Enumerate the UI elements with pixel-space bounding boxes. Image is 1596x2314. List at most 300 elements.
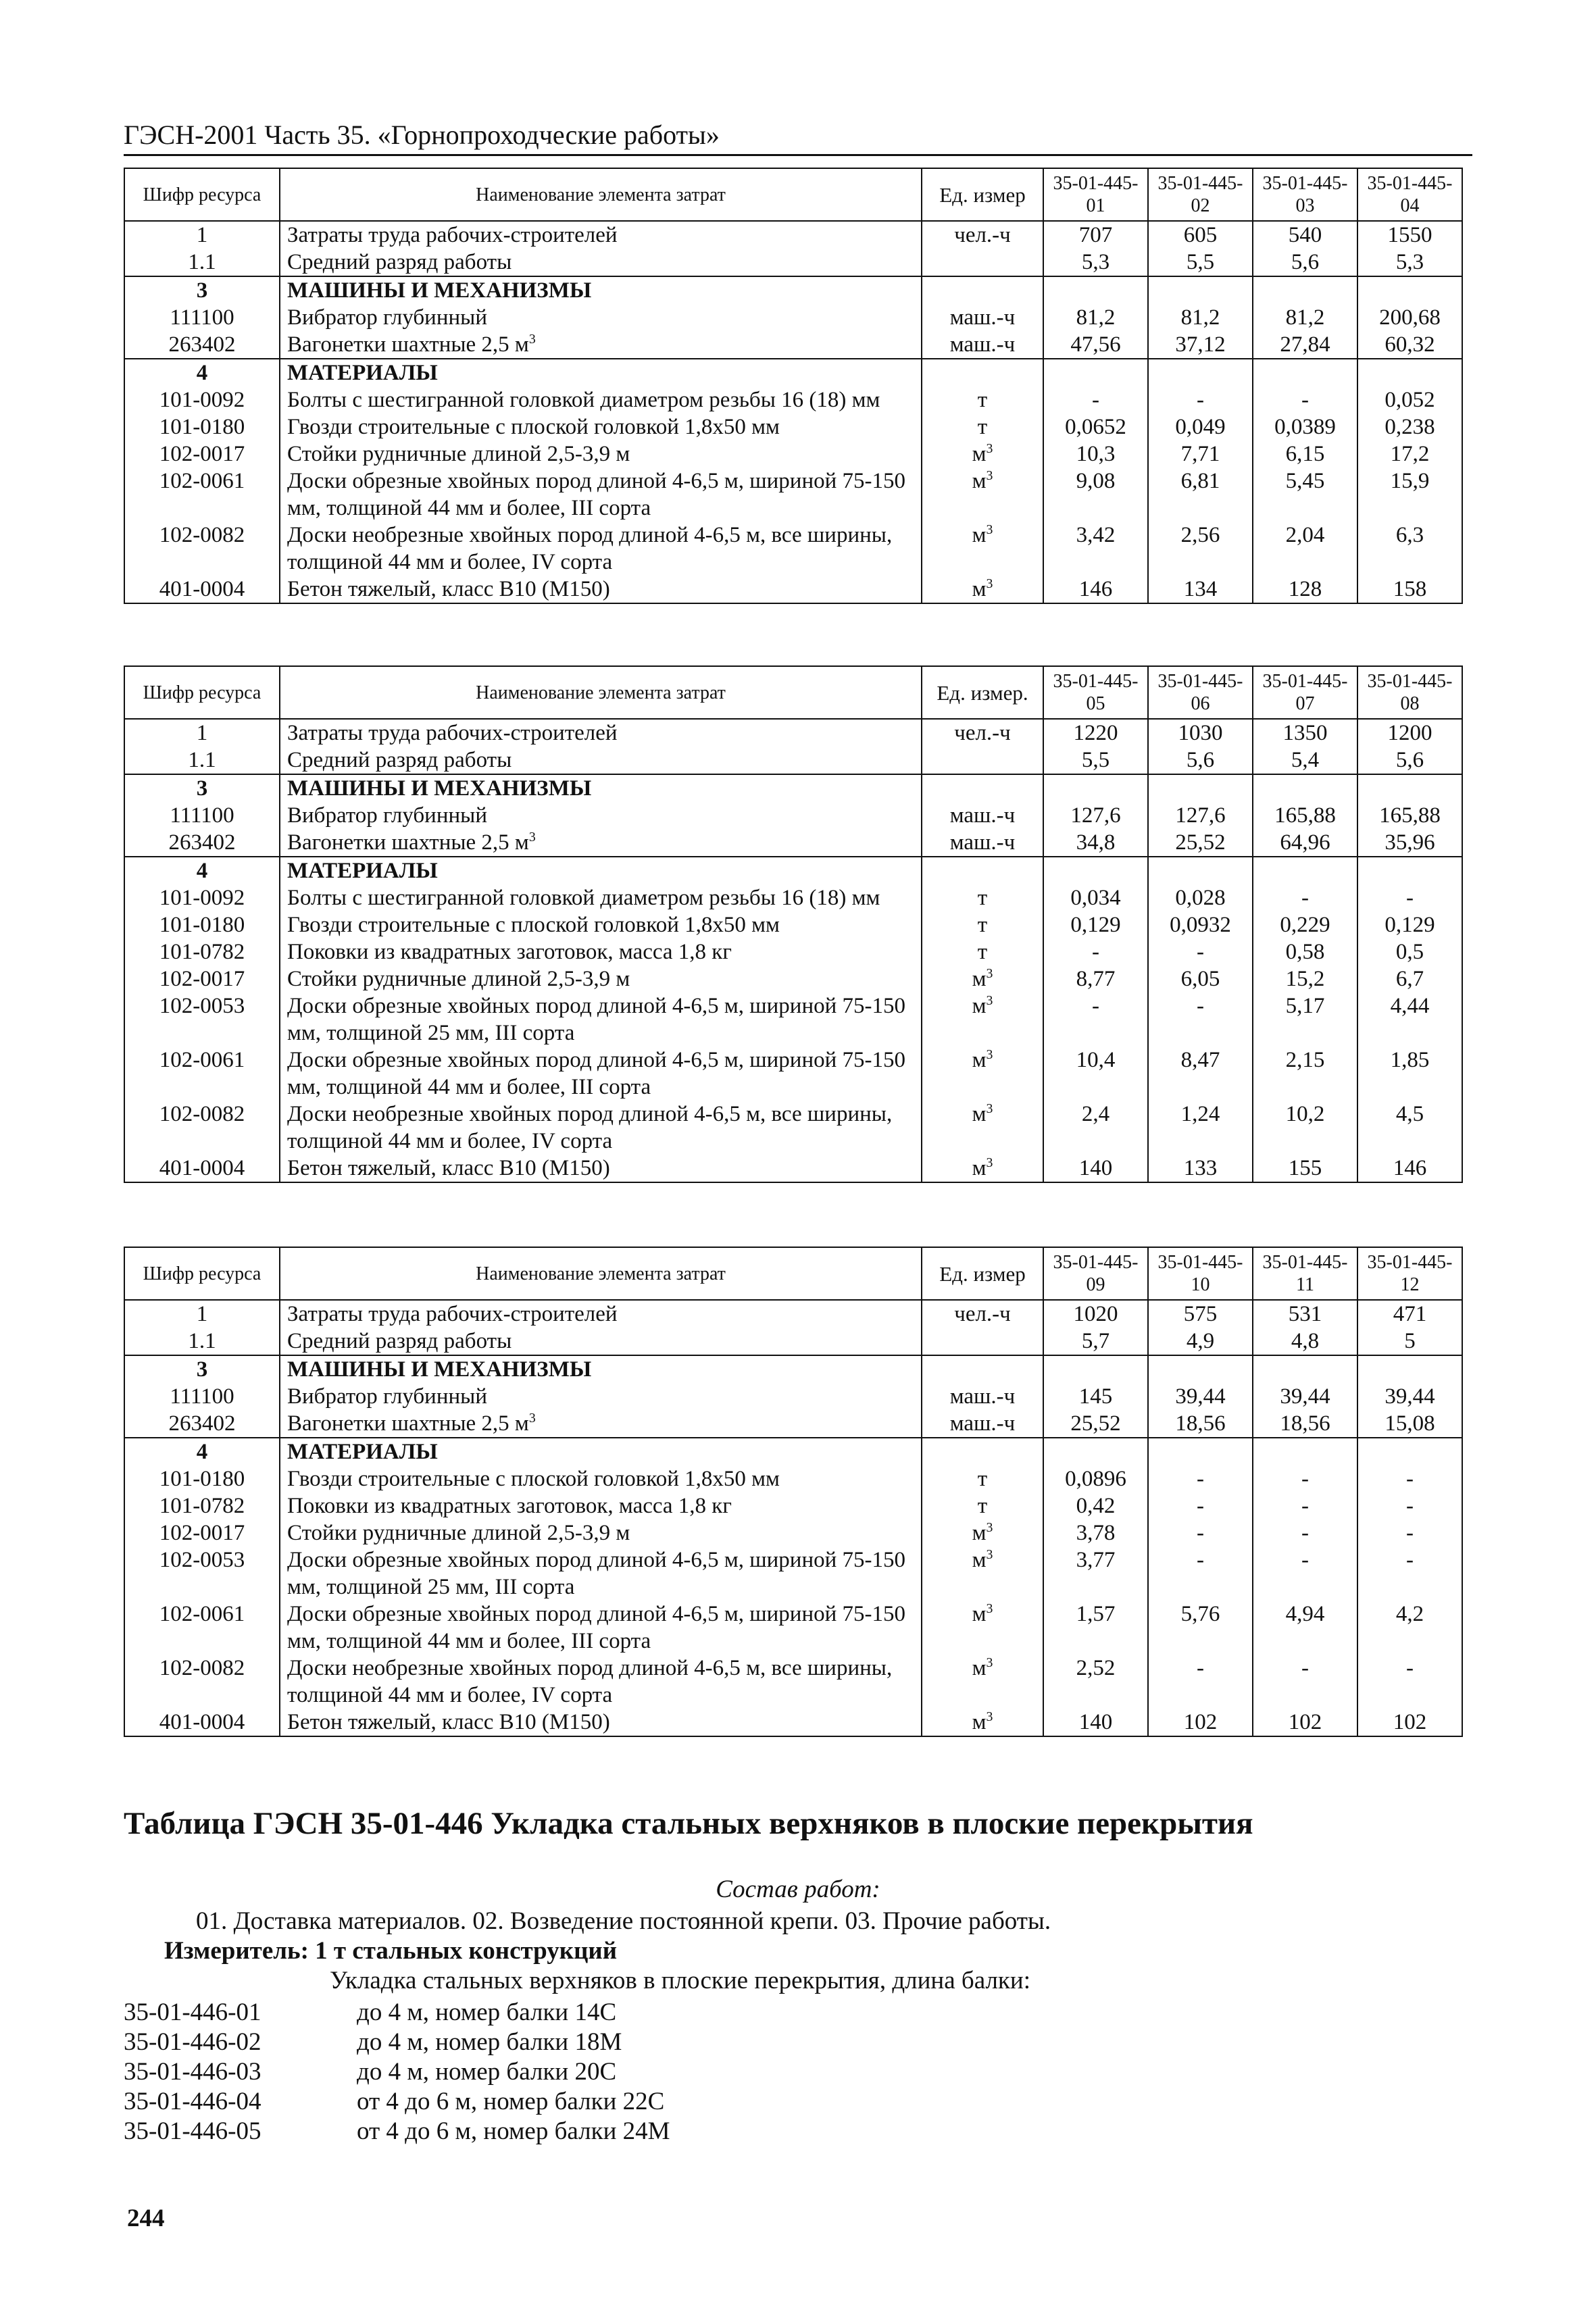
cell-unit: $м^3$ <box>922 1047 1043 1101</box>
cell-value: 0,052 <box>1357 386 1462 413</box>
cell-value <box>1043 276 1148 304</box>
cell-value <box>1148 857 1253 884</box>
cell-unit: $м^3$ <box>922 1101 1043 1155</box>
header-norm-code: 35-01-445-02 <box>1148 168 1253 221</box>
table-row <box>124 802 1462 829</box>
header-norm-code: 35-01-445-06 <box>1148 666 1253 719</box>
cell-value: 5,5 <box>1043 747 1148 774</box>
cell-value: 0,0896 <box>1043 1465 1148 1492</box>
table-row <box>124 747 1462 774</box>
cell-value: - <box>1357 1655 1462 1709</box>
cell-name: Болты с шестигранной головкой диаметром резьбы 16 (18) мм <box>280 386 922 413</box>
cell-value: 5,3 <box>1043 249 1148 276</box>
cell-value: 81,2 <box>1148 304 1253 331</box>
cell-value: 1,85 <box>1357 1047 1462 1101</box>
cell-value: 39,44 <box>1357 1383 1462 1410</box>
table-row <box>124 938 1462 965</box>
norm-text: от 4 до 6 м, номер балки 24М <box>357 2117 670 2145</box>
cell-name: Поковки из квадратных заготовок, масса 1,8 кг <box>280 1492 922 1519</box>
cell-name: Затраты труда рабочих-строителей <box>280 1300 922 1328</box>
cell-unit <box>922 249 1043 276</box>
header-norm-code: 35-01-445-05 <box>1043 666 1148 719</box>
cell-name: Доски необрезные хвойных пород длиной 4-6,5 м, все ширины, толщиной 44 мм и более, IV сорта <box>280 522 922 576</box>
cell-name: Доски обрезные хвойных пород длиной 4-6,5 м, шириной 75-150 мм, толщиной 44 мм и более, III сорта <box>280 1047 922 1101</box>
cell-value: - <box>1043 992 1148 1047</box>
cell-unit: $м^3$ <box>922 1155 1043 1182</box>
cell-name: Вибратор глубинный <box>280 802 922 829</box>
section-description: Укладка стальных верхняков в плоские перекрытия, длина балки: <box>330 1967 1030 1994</box>
cell-unit: т <box>922 386 1043 413</box>
table-row <box>124 1546 1462 1601</box>
cell-value <box>1148 774 1253 802</box>
cell-section-title: МАШИНЫ И МЕХАНИЗМЫ <box>280 1355 922 1383</box>
norm-code: 35-01-446-02 <box>124 2028 261 2056</box>
cell-code: 102-0061 <box>124 468 280 522</box>
cell-code: 102-0053 <box>124 1546 280 1601</box>
cell-value: 5,6 <box>1357 747 1462 774</box>
table-row <box>124 1709 1462 1736</box>
cell-value <box>1043 359 1148 386</box>
table-row <box>124 221 1462 249</box>
norm-text: до 4 м, номер балки 20С <box>357 2058 617 2086</box>
cell-name: Средний разряд работы <box>280 747 922 774</box>
cell-name: Стойки рудничные длиной 2,5-3,9 м <box>280 441 922 468</box>
cell-value: - <box>1253 1655 1357 1709</box>
cell-value: 2,52 <box>1043 1655 1148 1709</box>
table-row <box>124 249 1462 276</box>
cell-value: 128 <box>1253 576 1357 603</box>
cell-value: - <box>1148 1492 1253 1519</box>
header-norm-code: 35-01-445-03 <box>1253 168 1357 221</box>
cell-code: 111100 <box>124 304 280 331</box>
table-row <box>124 911 1462 938</box>
cell-section-title: МАШИНЫ И МЕХАНИЗМЫ <box>280 276 922 304</box>
table-row <box>124 413 1462 441</box>
cell-unit: маш.-ч <box>922 331 1043 359</box>
cell-value <box>1253 774 1357 802</box>
cell-code: 4 <box>124 1438 280 1465</box>
cell-code: 401-0004 <box>124 1709 280 1736</box>
cell-value: 6,05 <box>1148 965 1253 992</box>
cell-code: 1 <box>124 1300 280 1328</box>
cell-unit: т <box>922 884 1043 911</box>
table-row <box>124 1465 1462 1492</box>
norm-text: до 4 м, номер балки 18М <box>357 2028 622 2056</box>
cell-value <box>1357 276 1462 304</box>
cell-name: Поковки из квадратных заготовок, масса 1,8 кг <box>280 938 922 965</box>
cell-value: 134 <box>1148 576 1253 603</box>
cell-unit: маш.-ч <box>922 304 1043 331</box>
cell-value: 0,0932 <box>1148 911 1253 938</box>
cell-value: 6,3 <box>1357 522 1462 576</box>
cell-code: 101-0782 <box>124 938 280 965</box>
cell-value: 5,7 <box>1043 1328 1148 1355</box>
cell-unit: т <box>922 413 1043 441</box>
cell-value: 1220 <box>1043 719 1148 747</box>
cell-name: Доски обрезные хвойных пород длиной 4-6,5 м, шириной 75-150 мм, толщиной 44 мм и более, III сорта <box>280 1601 922 1655</box>
cell-name: Бетон тяжелый, класс В10 (М150) <box>280 1709 922 1736</box>
table-title: Таблица ГЭСН 35-01-446 Укладка стальных верхняков в плоские перекрытия <box>124 1806 1253 1841</box>
cell-code: 102-0017 <box>124 965 280 992</box>
header-name: Наименование элемента затрат <box>280 168 922 221</box>
cell-code: 263402 <box>124 331 280 359</box>
cell-unit: $м^3$ <box>922 468 1043 522</box>
cell-value: - <box>1148 1546 1253 1601</box>
cell-code: 101-0180 <box>124 911 280 938</box>
cell-name: Вагонетки шахтные 2,5 $м^3$ <box>280 829 922 857</box>
cell-value <box>1357 359 1462 386</box>
cell-value: 3,77 <box>1043 1546 1148 1601</box>
cell-code: 101-0092 <box>124 386 280 413</box>
header-unit: Ед. измер. <box>922 666 1043 719</box>
cell-value: 158 <box>1357 576 1462 603</box>
header-code: Шифр ресурса <box>124 1247 280 1300</box>
cell-name: Доски обрезные хвойных пород длиной 4-6,5 м, шириной 75-150 мм, толщиной 25 мм, III сорта <box>280 1546 922 1601</box>
cell-name: Бетон тяжелый, класс В10 (М150) <box>280 576 922 603</box>
cell-value: 0,5 <box>1357 938 1462 965</box>
header-norm-code: 35-01-445-01 <box>1043 168 1148 221</box>
cell-value <box>1253 857 1357 884</box>
cell-value <box>1148 1438 1253 1465</box>
cell-value: 0,049 <box>1148 413 1253 441</box>
resource-table <box>124 1247 1463 1737</box>
norm-list <box>124 1998 670 2146</box>
cell-unit: маш.-ч <box>922 1410 1043 1438</box>
cell-unit: $м^3$ <box>922 1601 1043 1655</box>
cell-value: 146 <box>1357 1155 1462 1182</box>
cell-unit: т <box>922 1465 1043 1492</box>
norm-item <box>124 2087 670 2117</box>
cell-code: 1.1 <box>124 747 280 774</box>
cell-code: 1.1 <box>124 249 280 276</box>
cell-value: - <box>1357 1519 1462 1546</box>
table-row <box>124 884 1462 911</box>
cell-code: 102-0053 <box>124 992 280 1047</box>
table-row <box>124 829 1462 857</box>
cell-unit <box>922 747 1043 774</box>
cell-value: 3,78 <box>1043 1519 1148 1546</box>
cell-value: 127,6 <box>1148 802 1253 829</box>
cell-value <box>1148 359 1253 386</box>
cell-value: - <box>1357 884 1462 911</box>
page-number: 244 <box>127 2205 165 2232</box>
cell-unit: $м^3$ <box>922 1546 1043 1601</box>
cell-value: 15,2 <box>1253 965 1357 992</box>
cell-code: 263402 <box>124 1410 280 1438</box>
cell-unit <box>922 276 1043 304</box>
header-name: Наименование элемента затрат <box>280 1247 922 1300</box>
header-norm-code: 35-01-445-09 <box>1043 1247 1148 1300</box>
cell-value: 1030 <box>1148 719 1253 747</box>
page-header: ГЭСН-2001 Часть 35. «Горнопроходческие работы» <box>124 120 720 150</box>
cell-value: 2,15 <box>1253 1047 1357 1101</box>
table-row <box>124 719 1462 747</box>
table-row <box>124 576 1462 603</box>
cell-unit: $м^3$ <box>922 576 1043 603</box>
cell-value: 35,96 <box>1357 829 1462 857</box>
resource-table <box>124 665 1463 1183</box>
cell-value: 102 <box>1253 1709 1357 1736</box>
cell-name: Болты с шестигранной головкой диаметром резьбы 16 (18) мм <box>280 884 922 911</box>
table-row <box>124 1355 1462 1383</box>
table-header-row <box>124 666 1462 719</box>
cell-value <box>1148 276 1253 304</box>
cell-value: 0,42 <box>1043 1492 1148 1519</box>
cell-value <box>1043 1355 1148 1383</box>
cell-code: 4 <box>124 857 280 884</box>
norm-text: до 4 м, номер балки 14С <box>357 1998 617 2026</box>
meter-line: Измеритель: 1 т стальных конструкций <box>164 1937 618 1965</box>
table-row <box>124 441 1462 468</box>
cell-unit: маш.-ч <box>922 829 1043 857</box>
cell-name: Затраты труда рабочих-строителей <box>280 221 922 249</box>
cell-value: 81,2 <box>1253 304 1357 331</box>
cell-value: 165,88 <box>1357 802 1462 829</box>
cell-name: Вагонетки шахтные 2,5 $м^3$ <box>280 1410 922 1438</box>
cell-unit: чел.-ч <box>922 1300 1043 1328</box>
cell-value: 5,45 <box>1253 468 1357 522</box>
cell-value: 471 <box>1357 1300 1462 1328</box>
cell-value: 5,5 <box>1148 249 1253 276</box>
cell-value <box>1253 276 1357 304</box>
cell-value: 605 <box>1148 221 1253 249</box>
cell-value: 1550 <box>1357 221 1462 249</box>
cell-value <box>1357 1438 1462 1465</box>
table-row <box>124 304 1462 331</box>
table-header-row <box>124 1247 1462 1300</box>
table-row <box>124 359 1462 386</box>
cell-value: 18,56 <box>1148 1410 1253 1438</box>
norm-item <box>124 1998 670 2028</box>
cell-code: 3 <box>124 1355 280 1383</box>
cell-section-title: МАТЕРИАЛЫ <box>280 359 922 386</box>
cell-value: 6,7 <box>1357 965 1462 992</box>
cell-value: 10,3 <box>1043 441 1148 468</box>
cell-value: 2,56 <box>1148 522 1253 576</box>
cell-name: Затраты труда рабочих-строителей <box>280 719 922 747</box>
cell-code: 101-0092 <box>124 884 280 911</box>
table-row <box>124 1300 1462 1328</box>
cell-value <box>1253 1355 1357 1383</box>
cell-value: 707 <box>1043 221 1148 249</box>
cell-unit <box>922 774 1043 802</box>
cell-unit: $м^3$ <box>922 441 1043 468</box>
cell-code: 101-0180 <box>124 413 280 441</box>
cell-name: Стойки рудничные длиной 2,5-3,9 м <box>280 1519 922 1546</box>
cell-unit: т <box>922 911 1043 938</box>
cell-value: 102 <box>1148 1709 1253 1736</box>
header-unit: Ед. измер <box>922 168 1043 221</box>
norm-item <box>124 2028 670 2057</box>
cell-value: 6,81 <box>1148 468 1253 522</box>
cell-unit: т <box>922 1492 1043 1519</box>
table-row <box>124 1601 1462 1655</box>
cell-value: - <box>1253 1546 1357 1601</box>
norm-code: 35-01-446-05 <box>124 2117 261 2145</box>
cell-value <box>1357 1355 1462 1383</box>
cell-unit <box>922 1328 1043 1355</box>
cell-value <box>1043 774 1148 802</box>
cell-value <box>1043 1438 1148 1465</box>
cell-value: 2,04 <box>1253 522 1357 576</box>
table-row <box>124 276 1462 304</box>
table-row <box>124 774 1462 802</box>
cell-value: 5 <box>1357 1328 1462 1355</box>
cell-value: 531 <box>1253 1300 1357 1328</box>
cell-value: - <box>1043 938 1148 965</box>
cell-value: 5,4 <box>1253 747 1357 774</box>
table-row <box>124 1383 1462 1410</box>
header-code: Шифр ресурса <box>124 168 280 221</box>
cell-value: - <box>1253 1465 1357 1492</box>
table-row <box>124 857 1462 884</box>
cell-value: - <box>1253 386 1357 413</box>
cell-code: 102-0082 <box>124 1101 280 1155</box>
cell-code: 111100 <box>124 802 280 829</box>
cell-value: 540 <box>1253 221 1357 249</box>
header-norm-code: 35-01-445-10 <box>1148 1247 1253 1300</box>
cell-code: 101-0180 <box>124 1465 280 1492</box>
cell-value: 0,129 <box>1043 911 1148 938</box>
header-name: Наименование элемента затрат <box>280 666 922 719</box>
cell-value: 9,08 <box>1043 468 1148 522</box>
cell-value: 0,0389 <box>1253 413 1357 441</box>
cell-value: 0,229 <box>1253 911 1357 938</box>
cell-value: 60,32 <box>1357 331 1462 359</box>
cell-value: - <box>1148 1519 1253 1546</box>
cell-code: 111100 <box>124 1383 280 1410</box>
cell-value: 133 <box>1148 1155 1253 1182</box>
cell-code: 263402 <box>124 829 280 857</box>
cell-unit <box>922 857 1043 884</box>
header-norm-code: 35-01-445-04 <box>1357 168 1462 221</box>
cell-name: Доски необрезные хвойных пород длиной 4-6,5 м, все ширины, толщиной 44 мм и более, IV сорта <box>280 1655 922 1709</box>
cell-code: 3 <box>124 276 280 304</box>
cell-value: 0,129 <box>1357 911 1462 938</box>
cell-value: 4,94 <box>1253 1601 1357 1655</box>
cell-value: 4,9 <box>1148 1328 1253 1355</box>
header-norm-code: 35-01-445-08 <box>1357 666 1462 719</box>
cell-value: 18,56 <box>1253 1410 1357 1438</box>
header-norm-code: 35-01-445-11 <box>1253 1247 1357 1300</box>
cell-value: 39,44 <box>1253 1383 1357 1410</box>
cell-value <box>1357 857 1462 884</box>
cell-value: - <box>1253 1492 1357 1519</box>
norm-text: от 4 до 6 м, номер балки 22С <box>357 2088 665 2115</box>
cell-value: 15,9 <box>1357 468 1462 522</box>
cell-unit <box>922 359 1043 386</box>
cell-value: 1020 <box>1043 1300 1148 1328</box>
cell-value: 15,08 <box>1357 1410 1462 1438</box>
cell-value: - <box>1148 992 1253 1047</box>
cell-code: 401-0004 <box>124 576 280 603</box>
cell-value: 0,58 <box>1253 938 1357 965</box>
header-code: Шифр ресурса <box>124 666 280 719</box>
cell-value: 140 <box>1043 1709 1148 1736</box>
table-row <box>124 1492 1462 1519</box>
cell-value: 4,44 <box>1357 992 1462 1047</box>
cell-name: Гвозди строительные с плоской головкой 1,8х50 мм <box>280 911 922 938</box>
cell-value: 5,17 <box>1253 992 1357 1047</box>
cell-value: 102 <box>1357 1709 1462 1736</box>
cell-unit: маш.-ч <box>922 1383 1043 1410</box>
cell-name: Бетон тяжелый, класс В10 (М150) <box>280 1155 922 1182</box>
header-unit: Ед. измер <box>922 1247 1043 1300</box>
cell-code: 102-0017 <box>124 441 280 468</box>
cell-value: 39,44 <box>1148 1383 1253 1410</box>
cell-code: 102-0061 <box>124 1047 280 1101</box>
cell-value: 5,6 <box>1253 249 1357 276</box>
cell-unit: $м^3$ <box>922 965 1043 992</box>
cell-unit: $м^3$ <box>922 992 1043 1047</box>
cell-value: 1,24 <box>1148 1101 1253 1155</box>
cell-value <box>1148 1355 1253 1383</box>
cell-value: 127,6 <box>1043 802 1148 829</box>
cell-name: Вагонетки шахтные 2,5 $м^3$ <box>280 331 922 359</box>
table-row <box>124 1519 1462 1546</box>
cell-name: Средний разряд работы <box>280 1328 922 1355</box>
cell-code: 4 <box>124 359 280 386</box>
cell-value: 3,42 <box>1043 522 1148 576</box>
cell-value: 25,52 <box>1148 829 1253 857</box>
cell-name: Вибратор глубинный <box>280 304 922 331</box>
cell-section-title: МАТЕРИАЛЫ <box>280 857 922 884</box>
cell-code: 401-0004 <box>124 1155 280 1182</box>
cell-value: 140 <box>1043 1155 1148 1182</box>
cell-value: 7,71 <box>1148 441 1253 468</box>
cell-section-title: МАТЕРИАЛЫ <box>280 1438 922 1465</box>
cell-value: 4,2 <box>1357 1601 1462 1655</box>
table-row <box>124 386 1462 413</box>
cell-value: 0,034 <box>1043 884 1148 911</box>
cell-value: - <box>1148 1655 1253 1709</box>
table-row <box>124 1155 1462 1182</box>
cell-name: Гвозди строительные с плоской головкой 1,8х50 мм <box>280 1465 922 1492</box>
norm-code: 35-01-446-04 <box>124 2088 261 2115</box>
composition-label: Состав работ: <box>716 1876 880 1903</box>
cell-value: 145 <box>1043 1383 1148 1410</box>
cell-value <box>1253 1438 1357 1465</box>
cell-value: 2,4 <box>1043 1101 1148 1155</box>
cell-value: 10,4 <box>1043 1047 1148 1101</box>
cell-code: 102-0082 <box>124 1655 280 1709</box>
cell-value: - <box>1148 386 1253 413</box>
cell-name: Доски обрезные хвойных пород длиной 4-6,5 м, шириной 75-150 мм, толщиной 25 мм, III сорта <box>280 992 922 1047</box>
cell-value: - <box>1043 386 1148 413</box>
cell-value: 37,12 <box>1148 331 1253 359</box>
table-row <box>124 1410 1462 1438</box>
cell-name: Стойки рудничные длиной 2,5-3,9 м <box>280 965 922 992</box>
cell-name: Гвозди строительные с плоской головкой 1,8х50 мм <box>280 413 922 441</box>
table-row <box>124 1328 1462 1355</box>
cell-value: 17,2 <box>1357 441 1462 468</box>
header-norm-code: 35-01-445-12 <box>1357 1247 1462 1300</box>
cell-code: 1.1 <box>124 1328 280 1355</box>
cell-value: 575 <box>1148 1300 1253 1328</box>
cell-unit: чел.-ч <box>922 719 1043 747</box>
cell-name: Вибратор глубинный <box>280 1383 922 1410</box>
cell-value: - <box>1357 1546 1462 1601</box>
cell-value <box>1043 857 1148 884</box>
cell-value: 0,028 <box>1148 884 1253 911</box>
cell-unit <box>922 1355 1043 1383</box>
table-row <box>124 965 1462 992</box>
cell-unit <box>922 1438 1043 1465</box>
cell-code: 1 <box>124 221 280 249</box>
cell-value: - <box>1253 1519 1357 1546</box>
cell-value: 165,88 <box>1253 802 1357 829</box>
cell-value: 5,6 <box>1148 747 1253 774</box>
